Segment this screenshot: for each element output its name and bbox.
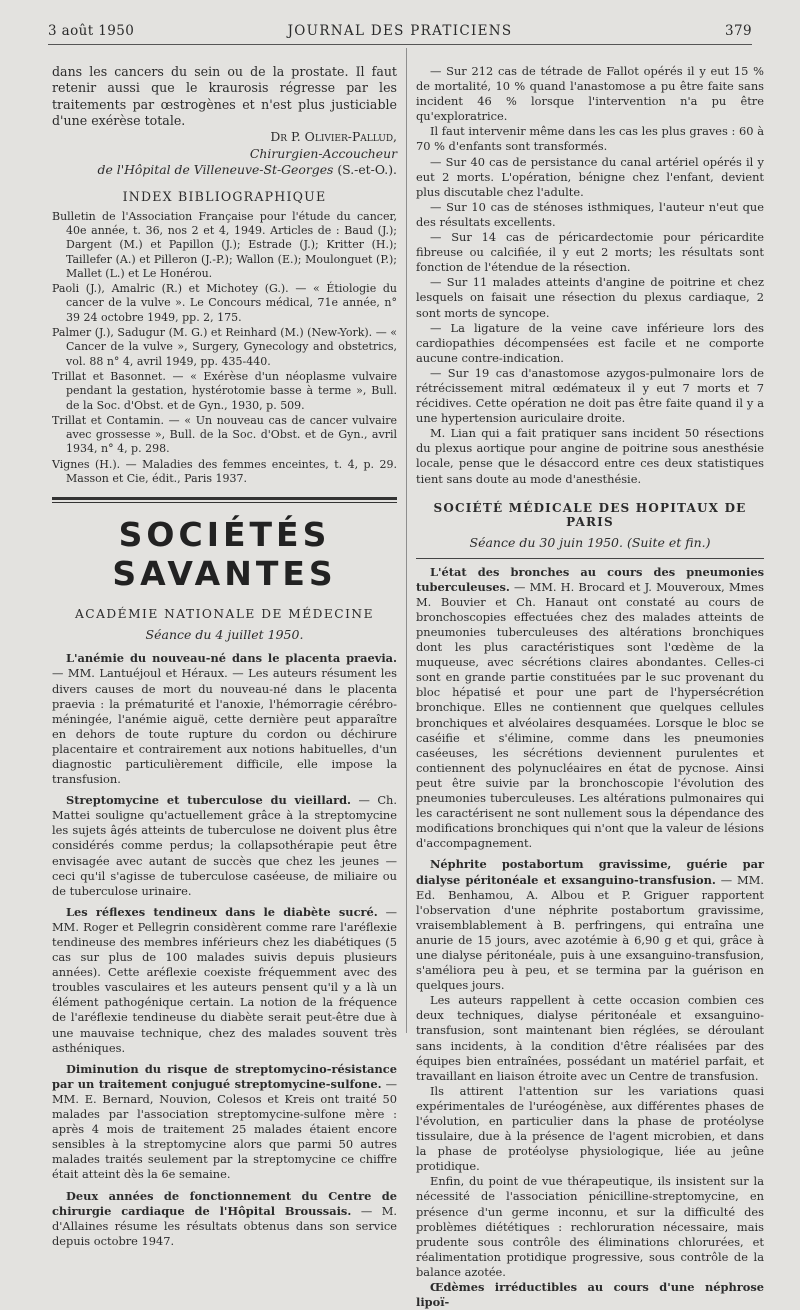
communication-title: L'anémie du nouveau-né dans le placenta praevia. — [66, 651, 397, 666]
section-separator — [52, 497, 397, 503]
intro-paragraph: dans les cancers du sein ou de la prostate. Il faut retenir aussi que le kraurosis régresse par les traitements par œstrogènes et n'est plus justiciable d'une exérèse totale. — [52, 64, 397, 128]
discussion-paragraph: Enfin, du point de vue thérapeutique, ils insistent sur la nécessité de l'association pénicilline-streptomycine, en présence d'un germe inconnu, et sur la difficulté des problèmes diététiques : rechloruration nécessaire, mais prudente sous contrôle des éliminations chlorurées, et réalimentation protidique progressive, sous contrôle de la balance azotée. — [416, 1174, 764, 1279]
communication-paragraph — [52, 905, 397, 1056]
communication-title: Les réflexes tendineux dans le diabète sucré. — [66, 904, 378, 919]
bibliography-entry: Palmer (J.), Sadugur (M. G.) et Reinhard (M.) (New-York). — « Cancer de la vulve », Surgery, Gynecology and obstetrics, vol. 88 n° 4, avril 1949, pp. 435-440. — [52, 326, 397, 368]
seance-date: Séance du 4 juillet 1950. — [145, 627, 304, 643]
cardiac-result-paragraph: — La ligature de la veine cave inférieure lors des cardiopathies décompensées est facile et ne comporte aucune contre-indication. — [416, 320, 764, 365]
communication-text: — MM. Lantuéjoul et Héraux. — Les auteurs résument les divers causes de mort du nouveau-né dans le placenta praevia : la prématurité et l'anoxie, l'hémorragie cérébro-méningée, l'anémie aiguë, cette dernière peut apparaître en dehors de toute rupture du cordon ou déchirure placentaire et contrairement aux notions habituelles, d'un diagnostic particulièrement difficile, elle impose la transfusion. — [52, 666, 397, 787]
page-header — [48, 23, 752, 43]
article-text: — MM. Ed. Benhamou, A. Albou et P. Griguer rapportent l'observation d'une néphrite postabortum gravissime, vraisemblablement à B. perfringens, qui entraîna une anurie de 15 jours, avec azotémie à 6,90 g et qui, grâce à une dialyse péritonéale, puis à une exsanguino-transfusion, s'améliora peu à peu, et se termina par la guérison en quelques jours. — [416, 872, 764, 993]
signature-title: Chirurgien-Accoucheur — [249, 145, 397, 161]
communication-title: Streptomycine et tuberculose du vieillard. — [66, 793, 352, 808]
signature-hospital: de l'Hôpital de Villeneuve-St-Georges — [97, 162, 334, 178]
signature-dept: (S.-et-O.). — [337, 162, 397, 178]
article-paragraph — [416, 857, 764, 993]
bibliography-list — [52, 210, 397, 487]
discussion-paragraph: Ils attirent l'attention sur les variations quasi expérimentales de l'uréogénèse, aux différentes phases de l'évolution, en particulier dans la phase de protéolyse tissulaire, due à la présence de l'agent microbien, et dans la phase de protéolyse physiologique, liée au jeûne protidique. — [416, 1083, 764, 1174]
communication-text: — Ch. Mattei souligne qu'actuellement grâce à la streptomycine les sujets âgés atteints de tuberculose ne doivent plus être considérés comme perdus; la collapsothérapie peut être envisagée avec autant de succès que chez les jeunes — ceci qu'il s'agisse de tuberculose caséeuse, de miliaire ou de tuberculose urinaire. — [52, 793, 397, 898]
last-article-title: Œdèmes irréductibles au cours d'une néphrose lipoï- — [416, 1280, 764, 1310]
column-divider — [406, 48, 407, 1033]
header-date: 3 août 1950 — [48, 23, 135, 39]
cardiac-result-paragraph: — Sur 40 cas de persistance du canal artériel opérés il y eut 2 morts. L'opération, bénigne chez l'enfant, devient plus discutable chez l'adulte. — [416, 154, 764, 199]
bibliography-entry: Paoli (J.), Amalric (R.) et Michotey (G.). — « Étiologie du cancer de la vulve ». Le Concours médical, 71e année, n° 39 24 octobre 1949, pp. 2, 175. — [52, 282, 397, 324]
communication-text: — M. d'Allaines résume les résultats obtenus dans son service depuis octobre 1947. — [52, 1203, 397, 1248]
cardiac-result-paragraph: — Sur 19 cas d'anastomose azygos-pulmonaire lors de rétrécissement mitral œdémateux il y eut 7 morts et 7 récidives. Cette opération ne doit pas être faite quand il y a une hypertension auriculaire droite. — [416, 365, 764, 426]
cardiac-result-paragraph: — Sur 212 cas de tétrade de Fallot opérés il y eut 15 % de mortalité, 10 % quand l'anastomose a pu être faite sans incident 46 % lorsque l'intervention n'a pu être qu'exploratrice. — [416, 64, 764, 124]
article-title: L'état des bronches au cours des pneumonies tuberculeuses. — [416, 564, 764, 594]
right-column — [416, 64, 764, 1310]
cardiac-result-paragraph: Il faut intervenir même dans les cas les plus graves : 60 à 70 % d'enfants sont transformés. — [416, 124, 764, 154]
seance-date-right: Séance du 30 juin 1950. (Suite et fin.) — [469, 534, 711, 550]
article-text: — MM. H. Brocard et J. Mouveroux, Mmes M. Bouvier et Ch. Hanaut ont constaté au cours de bronchoscopies effectuées chez des malades atteints de pneumonies tuberculeuses des altérations bronchiques dont les plus caractéristiques sont l'œdème de la muqueuse, avec sécrétions claires abondantes. Celles-ci sont en grande partie constituées par le suc provenant du bloc hépatisé et pour une part de l'hypersécrétion bronchique. Elles ne contiennent que quelques cellules bronchiques et alvéolaires desquamées. Lorsque le bloc se caséifie et s'élimine, comme dans les pneumonies caséeuses, les sécrétions deviennent purulentes et contiennent des polynucléaires en état de pycnose. Ainsi peut être suivie par la bronchoscopie l'évolution des pneumonies tuberculeuses. Les altérations pulmonaires qui les caractérisent ne sont nullement sous la dépendance des modifications bronchiques qui n'ont que la valeur de lésions d'accompagnement. — [416, 579, 764, 851]
signature-name: Dr P. Olivier-Pallud, — [270, 129, 397, 145]
communication-title: Deux années de fonctionnement du Centre de chirurgie cardiaque de l'Hôpital Broussais. — [52, 1188, 397, 1218]
communication-title: Diminution du risque de streptomycino-résistance par un traitement conjugué streptomycine-sulfone. — [52, 1061, 397, 1091]
academie-heading: ACADÉMIE NATIONALE DE MÉDECINE — [74, 607, 374, 622]
article-title: Néphrite postabortum gravissime, guérie par dialyse péritonéale et exsanguino-transfusion. — [416, 857, 764, 887]
header-journal-title: JOURNAL DES PRATICIENS — [287, 23, 513, 39]
bibliography-entry: Trillat et Basonnet. — « Exérèse d'un néoplasme vulvaire pendant la gestation, hystérotomie basse à terme », Bull. de la Soc. d'Obst. et de Gyn., 1930, p. 509. — [52, 369, 397, 412]
society-heading: SOCIÉTÉ MÉDICALE DES HOPITAUX DE PARIS — [433, 500, 747, 529]
communication-paragraph — [52, 793, 397, 899]
bibliography-heading: INDEX BIBLIOGRAPHIQUE — [122, 188, 327, 204]
article-paragraph — [416, 565, 764, 852]
cardiac-result-paragraph: — Sur 14 cas de péricardectomie pour péricardite fibreuse ou calcifiée, il y eut 2 morts; les résultats sont fonction de l'étendue de la résection. — [416, 230, 764, 275]
discussion-paragraph: Les auteurs rappellent à cette occasion combien ces deux techniques, dialyse péritonéale et exsanguino-transfusion, sont maintenant bien réglées, se déroulant sans incidents, à la condition d'être réalisées par des équipes bien entraînées, possédant un matériel parfait, et travaillant en liaison étroite avec un Centre de transfusion. — [416, 993, 764, 1083]
cardiac-result-paragraph: — Sur 10 cas de sténoses isthmiques, l'auteur n'eut que des résultats excellents. — [416, 199, 764, 229]
bibliography-entry: Bulletin de l'Association Française pour l'étude du cancer, 40e année, t. 36, nos 2 et 4, 1949. Articles de : Baud (J.); Dargent (M.) et Papillon (J.); Estrade (J.); Kritter (H.); Taillefer (A.) et Pilleron (J.-P.); Wallon (E.); Moulonguet (P.); Mallet (L.) et Le Honérou. — [52, 209, 397, 280]
communication-paragraph — [52, 1062, 397, 1183]
communication-paragraph — [52, 1189, 397, 1249]
communication-text: — MM. Roger et Pellegrin considèrent comme rare l'aréflexie tendineuse des membres inférieurs chez les diabétiques (5 cas sur plus de 100 malades suivis depuis plusieurs années). Cette aréflexie coexiste fréquemment avec des troubles vasculaires et les auteurs pensent qu'il y a là un élément pathogénique certain. La notion de la fréquence de l'aréflexie tendineuse du diabète serait peut-être due à une mauvaise technique, chez des malades souvent très asthéniques. — [52, 904, 397, 1055]
societes-savantes-title: SOCIÉTÉS SAVANTES — [112, 515, 337, 594]
bibliography-entry: Trillat et Contamin. — « Un nouveau cas de cancer vulvaire avec grossesse », Bull. de la Soc. d'Obst. et de Gyn., avril 1934, n° 4, p. 298. — [52, 413, 397, 456]
left-column — [52, 64, 397, 1249]
cardiac-result-paragraph: M. Lian qui a fait pratiquer sans incident 50 résections du plexus aortique pour angine de poitrine sous anesthésie locale, pense que le désaccord entre ces deux statistiques tient sans doute au mode d'anesthésie. — [416, 426, 764, 486]
cardiac-result-paragraph: — Sur 11 malades atteints d'angine de poitrine et chez lesquels on faisait une résection du plexus cardiaque, 2 sont morts de syncope. — [416, 275, 764, 320]
author-signature — [52, 129, 397, 179]
header-rule — [48, 44, 752, 45]
communication-paragraph — [52, 651, 397, 787]
header-page-number: 379 — [725, 23, 752, 39]
communication-text: — MM. E. Bernard, Nouvion, Colesos et Kreis ont traité 50 malades par l'association streptomycine-sulfone mère : après 4 mois de traitement 25 malades étaient encore sensibles à la streptomycine alors que parmi 50 autres malades traités seulement par la streptomycine ce chiffre était atteint dès la 6e semaine. — [52, 1076, 397, 1182]
bibliography-entry: Vignes (H.). — Maladies des femmes enceintes, t. 4, p. 29. Masson et Cie, édit., Paris 1937. — [52, 457, 397, 486]
